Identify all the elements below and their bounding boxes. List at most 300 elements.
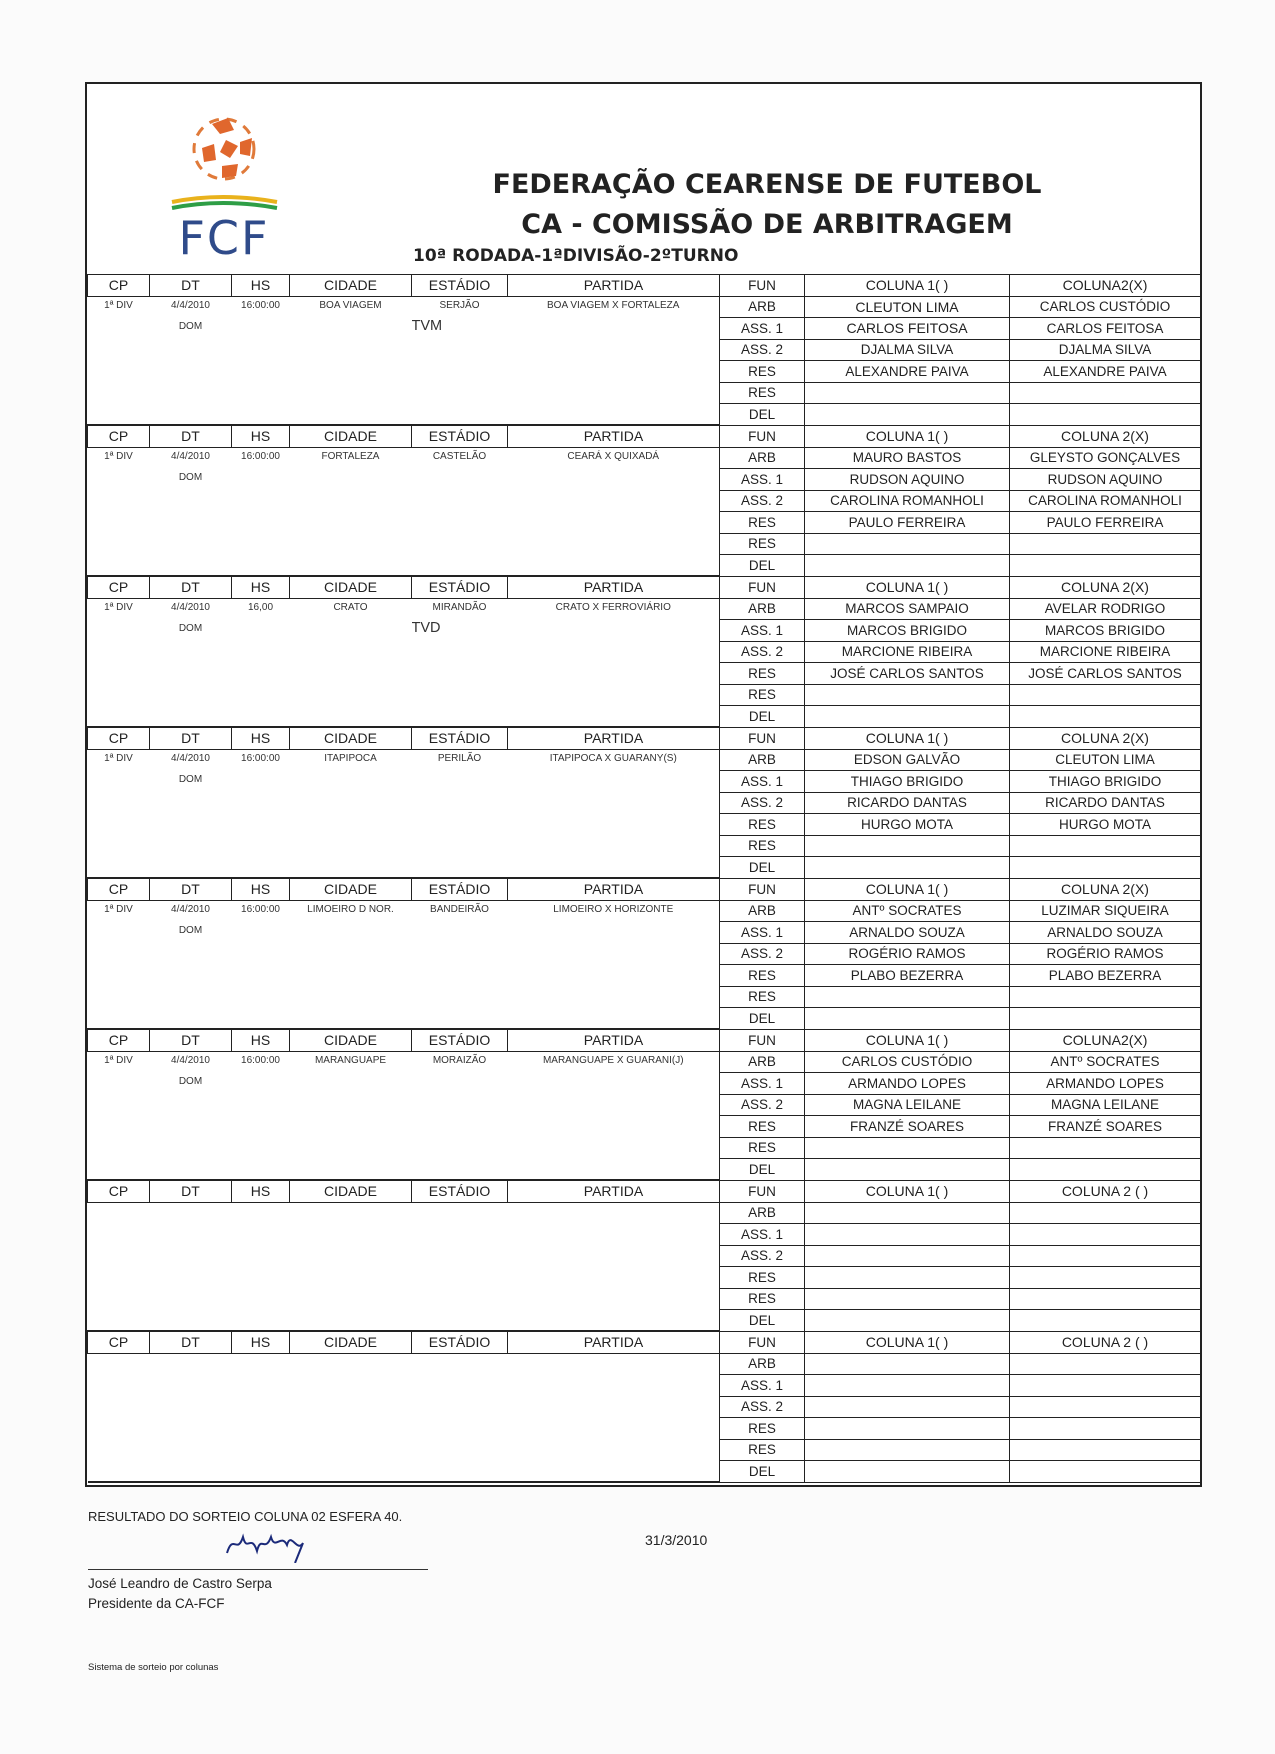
column1-referee [805, 1288, 1010, 1310]
match-dt [150, 598, 232, 727]
function-label: ASS. 2 [720, 943, 805, 965]
function-label: ARB [720, 749, 805, 771]
match-hs-value [232, 1203, 290, 1206]
match-estadio-value: MIRANDÃO [432, 601, 487, 613]
header-col1: COLUNA 1( ) [805, 1331, 1010, 1353]
column1-referee: ARNALDO SOUZA [805, 922, 1010, 944]
column1-referee: ROGÉRIO RAMOS [805, 943, 1010, 965]
header-partida: PARTIDA [508, 1029, 720, 1051]
column2-referee: LUZIMAR SIQUEIRA [1010, 900, 1201, 922]
header-hs: HS [232, 425, 290, 447]
header-partida: PARTIDA [508, 576, 720, 598]
match-estadio-value: MORAIZÃO [432, 1054, 487, 1066]
match-estadio [412, 296, 508, 425]
column2-referee [1010, 1267, 1201, 1289]
match-dt-value: 4/4/2010 [171, 903, 210, 915]
column2-referee: HURGO MOTA [1010, 814, 1201, 836]
function-label: DEL [720, 1159, 805, 1181]
block-header-row [88, 1180, 1201, 1202]
column2-referee: RICARDO DANTAS [1010, 792, 1201, 814]
match-dt [150, 1051, 232, 1180]
header-dt: DT [150, 1180, 232, 1202]
column1-referee [805, 1353, 1010, 1375]
column2-referee [1010, 1439, 1201, 1461]
function-label: DEL [720, 1461, 805, 1483]
function-label: ASS. 1 [720, 620, 805, 642]
column2-referee: PLABO BEZERRA [1010, 965, 1201, 987]
column1-referee: MARCOS BRIGIDO [805, 620, 1010, 642]
function-label: ASS. 2 [720, 1094, 805, 1116]
match-partida [508, 1051, 720, 1180]
match-dt-value: 4/4/2010 [171, 450, 210, 462]
column2-referee: MAGNA LEILANE [1010, 1094, 1201, 1116]
function-label: RES [720, 382, 805, 404]
column1-referee: RICARDO DANTAS [805, 792, 1010, 814]
header-partida: PARTIDA [508, 727, 720, 749]
header-col1: COLUNA 1( ) [805, 878, 1010, 900]
header-col1: COLUNA 1( ) [805, 1180, 1010, 1202]
president-role: Presidente da CA-FCF [88, 1596, 225, 1611]
match-cidade-value [290, 1354, 412, 1357]
function-label: RES [720, 533, 805, 555]
column2-referee: CAROLINA ROMANHOLI [1010, 490, 1201, 512]
function-label: RES [720, 1137, 805, 1159]
match-cidade [290, 1202, 412, 1331]
header-cidade: CIDADE [290, 727, 412, 749]
column2-referee [1010, 533, 1201, 555]
column2-referee: CARLOS FEITOSA [1010, 318, 1201, 340]
match-dt-value: 4/4/2010 [171, 601, 210, 613]
match-cp-value: 1ª DIV [104, 299, 133, 311]
column2-referee [1010, 1461, 1201, 1483]
match-hs-value [232, 1354, 290, 1357]
match-dt [150, 900, 232, 1029]
tv-channel [412, 462, 508, 469]
tv-channel [412, 915, 508, 922]
match-cidade [290, 1353, 412, 1482]
round-title: 10ª RODADA-1ªDIVISÃO-2ºTURNO [413, 246, 739, 266]
column2-referee: AVELAR RODRIGO [1010, 598, 1201, 620]
header-col2: COLUNA 2(X) [1010, 727, 1201, 749]
column2-referee [1010, 1396, 1201, 1418]
match-estadio [412, 1051, 508, 1180]
tv-channel [412, 1357, 508, 1364]
match-cidade-value: MARANGUAPE [314, 1054, 387, 1066]
match-estadio [412, 1202, 508, 1331]
match-cidade-value: BOA VIAGEM [319, 299, 382, 311]
match-estadio [412, 900, 508, 1029]
column1-referee: MARCOS SAMPAIO [805, 598, 1010, 620]
match-dt-value: 4/4/2010 [171, 1054, 210, 1066]
match-cp-value: 1ª DIV [104, 752, 133, 764]
column2-referee [1010, 1418, 1201, 1440]
function-label: DEL [720, 404, 805, 426]
header-cp: CP [88, 275, 150, 297]
column1-referee: THIAGO BRIGIDO [805, 771, 1010, 793]
column1-referee [805, 404, 1010, 426]
header-fun: FUN [720, 576, 805, 598]
header-dt: DT [150, 1029, 232, 1051]
column1-referee: JOSÉ CARLOS SANTOS [805, 663, 1010, 685]
column2-referee: FRANZÉ SOARES [1010, 1116, 1201, 1138]
match-hs [232, 598, 290, 727]
column1-referee: MARCIONE RIBEIRA [805, 641, 1010, 663]
function-label: ASS. 1 [720, 922, 805, 944]
function-label: ARB [720, 447, 805, 469]
header-fun: FUN [720, 1180, 805, 1202]
header-hs: HS [232, 1331, 290, 1353]
column2-referee [1010, 404, 1201, 426]
column2-referee [1010, 1245, 1201, 1267]
header-estadio: ESTÁDIO [412, 1029, 508, 1051]
column2-referee: MARCOS BRIGIDO [1010, 620, 1201, 642]
match-partida-value [508, 1203, 720, 1206]
header-cidade: CIDADE [290, 425, 412, 447]
tv-channel [412, 1066, 508, 1073]
column2-referee: CARLOS CUSTÓDIO [1010, 296, 1201, 318]
function-label: RES [720, 986, 805, 1008]
match-partida-value: ITAPIPOCA X GUARANY(S) [549, 752, 677, 764]
function-label: ASS. 1 [720, 1224, 805, 1246]
function-label: ASS. 1 [720, 469, 805, 491]
column2-referee: ARNALDO SOUZA [1010, 922, 1201, 944]
column1-referee [805, 1375, 1010, 1397]
column1-referee [805, 706, 1010, 728]
column1-referee [805, 1224, 1010, 1246]
function-label: ASS. 2 [720, 792, 805, 814]
match-cidade [290, 447, 412, 576]
match-hs [232, 447, 290, 576]
document-frame [85, 82, 1202, 1487]
signature [225, 1523, 315, 1563]
match-cp-value [88, 1203, 150, 1206]
column1-referee: MAGNA LEILANE [805, 1094, 1010, 1116]
column1-referee [805, 1267, 1010, 1289]
header-col1: COLUNA 1( ) [805, 727, 1010, 749]
header-estadio: ESTÁDIO [412, 576, 508, 598]
header-hs: HS [232, 727, 290, 749]
column2-referee [1010, 684, 1201, 706]
header-dt: DT [150, 425, 232, 447]
block-header-row [88, 1029, 1201, 1051]
match-hs [232, 1051, 290, 1180]
block-header-row [88, 425, 1201, 447]
fcf-logo [142, 104, 302, 264]
header-estadio: ESTÁDIO [412, 878, 508, 900]
match-cp-value: 1ª DIV [104, 450, 133, 462]
column1-referee [805, 1418, 1010, 1440]
header-fun: FUN [720, 1331, 805, 1353]
match-partida [508, 296, 720, 425]
match-cp [88, 900, 150, 1029]
match-hs-value: 16,00 [247, 601, 274, 613]
column2-referee [1010, 1008, 1201, 1030]
column2-referee [1010, 1375, 1201, 1397]
block-header-row [88, 1331, 1201, 1353]
header-partida: PARTIDA [508, 275, 720, 297]
match-estadio [412, 447, 508, 576]
column1-referee [805, 1137, 1010, 1159]
match-dt [150, 296, 232, 425]
match-hs-value: 16:00:00 [241, 450, 280, 462]
function-label: DEL [720, 1008, 805, 1030]
column2-referee: THIAGO BRIGIDO [1010, 771, 1201, 793]
assignment-row [88, 1353, 1201, 1375]
header-dt: DT [150, 1331, 232, 1353]
match-hs-value: 16:00:00 [241, 903, 280, 915]
assignment-row [88, 1202, 1201, 1224]
match-hs [232, 1202, 290, 1331]
function-label: DEL [720, 706, 805, 728]
header-partida: PARTIDA [508, 878, 720, 900]
match-cidade [290, 1051, 412, 1180]
column2-referee [1010, 857, 1201, 879]
column1-referee: EDSON GALVÃO [805, 749, 1010, 771]
column1-referee [805, 986, 1010, 1008]
header-dt: DT [150, 275, 232, 297]
match-estadio-value: CASTELÃO [432, 450, 487, 462]
draw-date: 31/3/2010 [645, 1532, 708, 1548]
match-day: DOM [178, 320, 203, 332]
function-label: ARB [720, 598, 805, 620]
assignment-row [88, 296, 1201, 318]
match-estadio [412, 749, 508, 878]
header-col2: COLUNA 2 ( ) [1010, 1331, 1201, 1353]
function-label: RES [720, 684, 805, 706]
column1-referee: CARLOS FEITOSA [805, 318, 1010, 340]
column1-referee: PAULO FERREIRA [805, 512, 1010, 534]
match-cp [88, 296, 150, 425]
header-cp: CP [88, 878, 150, 900]
column1-referee: ANTº SOCRATES [805, 900, 1010, 922]
header-estadio: ESTÁDIO [412, 727, 508, 749]
header-hs: HS [232, 1180, 290, 1202]
function-label: ARB [720, 296, 805, 318]
match-cidade-value: FORTALEZA [321, 450, 380, 462]
function-label: RES [720, 1418, 805, 1440]
function-label: ASS. 1 [720, 771, 805, 793]
header-fun: FUN [720, 425, 805, 447]
column1-referee [805, 1159, 1010, 1181]
match-cidade-value: LIMOEIRO D NOR. [307, 903, 394, 915]
match-cp [88, 1353, 150, 1482]
column2-referee: ANTº SOCRATES [1010, 1051, 1201, 1073]
column2-referee: CLEUTON LIMA [1010, 749, 1201, 771]
match-cp [88, 598, 150, 727]
function-label: ASS. 1 [720, 318, 805, 340]
header-col2: COLUNA2(X) [1010, 1029, 1201, 1051]
block-header-row [88, 727, 1201, 749]
column1-referee [805, 1245, 1010, 1267]
match-estadio [412, 598, 508, 727]
function-label: ASS. 1 [720, 1375, 805, 1397]
header-cidade: CIDADE [290, 1180, 412, 1202]
header-col1: COLUNA 1( ) [805, 275, 1010, 297]
column2-referee: ALEXANDRE PAIVA [1010, 361, 1201, 383]
president-name: José Leandro de Castro Serpa [88, 1576, 272, 1591]
function-label: RES [720, 361, 805, 383]
column2-referee [1010, 382, 1201, 404]
match-cp [88, 749, 150, 878]
match-hs [232, 1353, 290, 1482]
column1-referee [805, 1310, 1010, 1332]
column1-referee [805, 835, 1010, 857]
function-label: RES [720, 965, 805, 987]
logo-text: FCF [178, 211, 270, 264]
column1-referee: ALEXANDRE PAIVA [805, 361, 1010, 383]
column2-referee: PAULO FERREIRA [1010, 512, 1201, 534]
match-partida-value: CRATO X FERROVIÁRIO [555, 601, 671, 613]
match-partida [508, 1353, 720, 1482]
function-label: RES [720, 1116, 805, 1138]
referee-schedule-table [87, 274, 1201, 1483]
column1-referee [805, 1439, 1010, 1461]
match-partida-value: BOA VIAGEM X FORTALEZA [547, 299, 680, 311]
column1-referee [805, 1461, 1010, 1483]
commission-title: CA - COMISSÃO DE ARBITRAGEM [521, 209, 1013, 240]
function-label: RES [720, 814, 805, 836]
header-cp: CP [88, 1331, 150, 1353]
match-cp [88, 1202, 150, 1331]
header-col2: COLUNA2(X) [1010, 275, 1201, 297]
header-dt: DT [150, 878, 232, 900]
header-cidade: CIDADE [290, 576, 412, 598]
column1-referee: HURGO MOTA [805, 814, 1010, 836]
column2-referee [1010, 1202, 1201, 1224]
match-day [150, 1206, 232, 1216]
column2-referee [1010, 1310, 1201, 1332]
function-label: DEL [720, 1310, 805, 1332]
match-hs-value: 16:00:00 [241, 1054, 280, 1066]
header-cp: CP [88, 727, 150, 749]
match-cidade-value: CRATO [333, 601, 368, 613]
column1-referee: PLABO BEZERRA [805, 965, 1010, 987]
column2-referee: DJALMA SILVA [1010, 339, 1201, 361]
header-partida: PARTIDA [508, 1180, 720, 1202]
header-col2: COLUNA 2(X) [1010, 425, 1201, 447]
match-dt-value: 4/4/2010 [171, 299, 210, 311]
column2-referee: MARCIONE RIBEIRA [1010, 641, 1201, 663]
column2-referee [1010, 1288, 1201, 1310]
header-col2: COLUNA 2 ( ) [1010, 1180, 1201, 1202]
tv-channel [412, 764, 508, 771]
match-cp-value: 1ª DIV [104, 1054, 133, 1066]
header-cp: CP [88, 1180, 150, 1202]
header-cp: CP [88, 576, 150, 598]
column2-referee: RUDSON AQUINO [1010, 469, 1201, 491]
column1-referee [805, 1202, 1010, 1224]
header-hs: HS [232, 878, 290, 900]
match-estadio-value: SERJÃO [439, 299, 480, 311]
match-dt-value: 4/4/2010 [171, 752, 210, 764]
header-col1: COLUNA 1( ) [805, 1029, 1010, 1051]
assignment-row [88, 447, 1201, 469]
function-label: ASS. 2 [720, 1396, 805, 1418]
column2-referee [1010, 1224, 1201, 1246]
column1-referee: CARLOS CUSTÓDIO [805, 1051, 1010, 1073]
function-label: ARB [720, 900, 805, 922]
match-cp-value: 1ª DIV [104, 601, 133, 613]
header-partida: PARTIDA [508, 1331, 720, 1353]
column1-referee [805, 555, 1010, 577]
function-label: DEL [720, 857, 805, 879]
header-dt: DT [150, 727, 232, 749]
match-estadio-value: BANDEIRÃO [430, 903, 489, 915]
column1-referee [805, 382, 1010, 404]
match-cidade [290, 296, 412, 425]
signature-line [88, 1569, 428, 1570]
column2-referee: GLEYSTO GONÇALVES [1010, 447, 1201, 469]
function-label: ASS. 1 [720, 1073, 805, 1095]
column1-referee [805, 1396, 1010, 1418]
header-cidade: CIDADE [290, 878, 412, 900]
column2-referee [1010, 1137, 1201, 1159]
function-label: ARB [720, 1202, 805, 1224]
function-label: ARB [720, 1353, 805, 1375]
match-hs-value: 16:00:00 [241, 299, 280, 311]
column1-referee [805, 857, 1010, 879]
column1-referee: DJALMA SILVA [805, 339, 1010, 361]
match-estadio-value: PERILÃO [437, 752, 482, 764]
assignment-row [88, 598, 1201, 620]
column1-referee [805, 684, 1010, 706]
header-partida: PARTIDA [508, 425, 720, 447]
header-fun: FUN [720, 1029, 805, 1051]
match-dt [150, 1202, 232, 1331]
match-day: DOM [178, 924, 203, 936]
column2-referee: ARMANDO LOPES [1010, 1073, 1201, 1095]
match-day: DOM [178, 773, 203, 785]
column2-referee [1010, 1159, 1201, 1181]
header-cp: CP [88, 425, 150, 447]
match-dt [150, 1353, 232, 1482]
match-partida-value: LIMOEIRO X HORIZONTE [553, 903, 674, 915]
match-partida [508, 1202, 720, 1331]
function-label: ASS. 2 [720, 1245, 805, 1267]
match-hs [232, 900, 290, 1029]
header-dt: DT [150, 576, 232, 598]
header-cp: CP [88, 1029, 150, 1051]
header-col2: COLUNA 2(X) [1010, 878, 1201, 900]
column1-referee: RUDSON AQUINO [805, 469, 1010, 491]
match-hs [232, 749, 290, 878]
header-cidade: CIDADE [290, 1029, 412, 1051]
header-col2: COLUNA 2(X) [1010, 576, 1201, 598]
tv-channel: TVM [411, 317, 443, 334]
system-note: Sistema de sorteio por colunas [88, 1662, 219, 1673]
assignment-row [88, 900, 1201, 922]
function-label: ASS. 2 [720, 641, 805, 663]
column1-referee: FRANZÉ SOARES [805, 1116, 1010, 1138]
column1-referee [805, 533, 1010, 555]
column2-referee [1010, 835, 1201, 857]
block-header-row [88, 275, 1201, 297]
assignment-row [88, 749, 1201, 771]
match-partida [508, 900, 720, 1029]
match-dt [150, 749, 232, 878]
match-day [150, 1357, 232, 1367]
tv-channel: TVD [411, 619, 441, 636]
match-cidade-value: ITAPIPOCA [324, 752, 377, 764]
match-hs [232, 296, 290, 425]
match-partida-value: MARANGUAPE X GUARANI(J) [542, 1054, 684, 1066]
function-label: RES [720, 1439, 805, 1461]
match-day: DOM [178, 1075, 203, 1087]
header-cidade: CIDADE [290, 1331, 412, 1353]
column2-referee [1010, 1353, 1201, 1375]
match-hs-value: 16:00:00 [241, 752, 280, 764]
tv-channel [412, 1206, 508, 1213]
